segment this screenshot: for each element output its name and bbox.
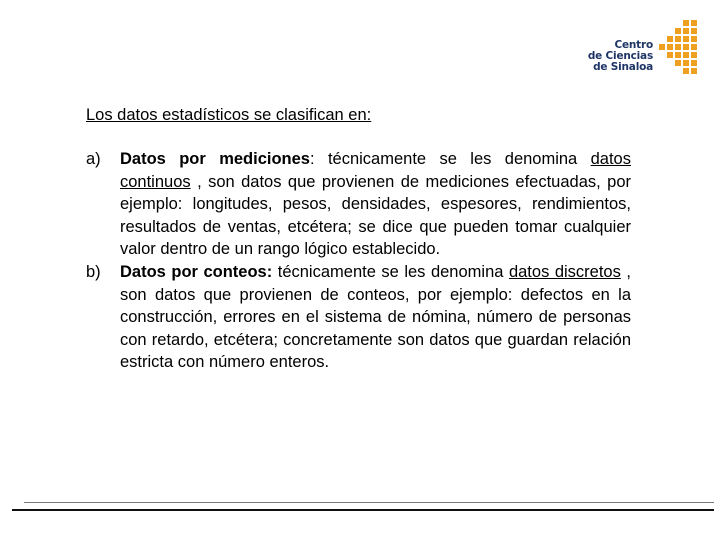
list-item-b [86,261,631,374]
term-separator: técnicamente se les denomina [272,262,509,281]
logo-line-1: Centro [614,39,653,51]
footer-rule-thick [12,509,714,511]
classification-list [86,148,631,374]
centro-ciencias-logo [583,20,703,80]
list-item-text [120,261,631,374]
list-item-a [86,148,631,261]
term: Datos por conteos: [120,262,273,281]
logo-line-3: de Sinaloa [593,61,653,73]
logo-squares-icon [653,20,699,80]
description: , son datos que provienen de conteos, por ejemplo: defectos en la construcción, errores en el sistema de nómina, número de personas con retardo, etcétera; concretamente son datos que guardan relación estricta con número enteros. [120,262,631,372]
type-name: datos continuos [120,150,631,191]
term-separator: : técnicamente se les denomina [309,150,591,168]
logo-line-2: de Ciencias [587,50,653,62]
intro-heading: Los datos estadísticos se clasifican en: [86,106,372,124]
footer-rule-thin [24,502,714,503]
description: , son datos que provienen de mediciones efectuadas, por ejemplo: longitudes, pesos, densidades, espesores, rendimientos, resultados de ventas, etcétera; se dice que pueden tomar cualquier valor dentro de un rango lógico establecido. [120,172,631,259]
list-item-text [120,148,631,261]
list-marker: b) [86,262,101,281]
term: Datos por mediciones [120,150,310,168]
list-marker: a) [86,150,101,168]
type-name: datos discretos [508,262,621,281]
logo-wordmark [583,40,653,73]
